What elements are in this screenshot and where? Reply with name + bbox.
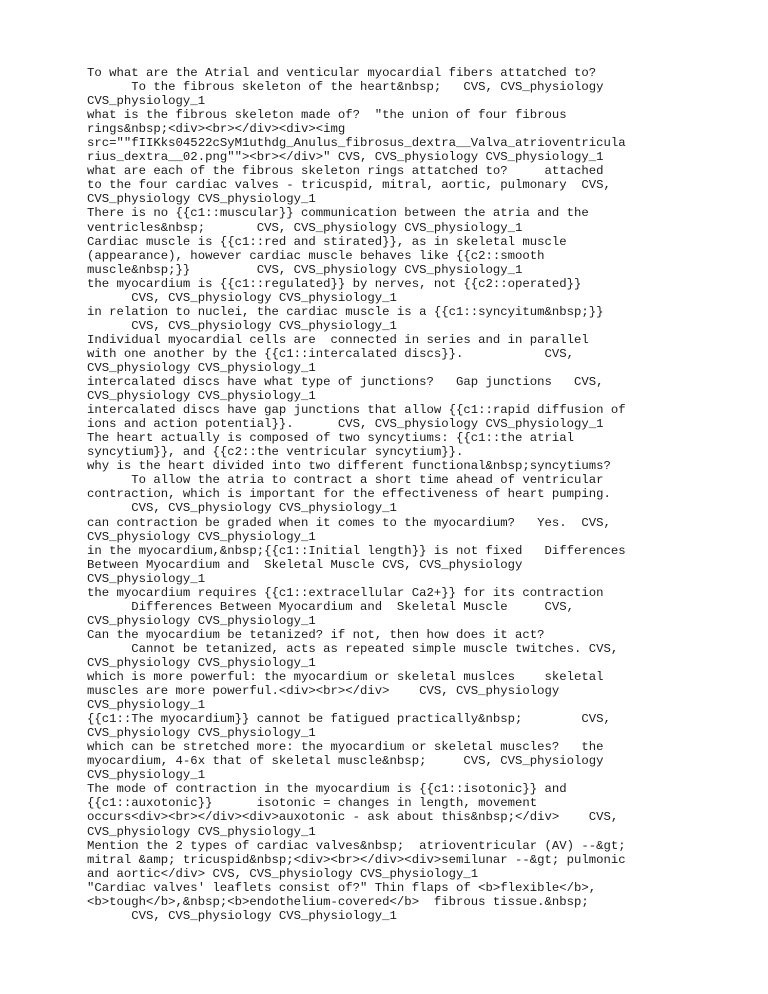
text-line: to the four cardiac valves - tricuspid, mitral, aortic, pulmonary CVS, (87, 178, 611, 193)
text-line: the myocardium is {{c1::regulated}} by nerves, not {{c2::operated}} (87, 276, 582, 291)
text-line: CVS_physiology CVS_physiology_1 (87, 192, 316, 207)
text-line: <b>tough</b>,&nbsp;<b>endothelium-covered</b> fibrous tissue.&nbsp; (87, 894, 589, 909)
text-line: the myocardium requires {{c1::extracellular Ca2+}} for its contraction (87, 585, 604, 600)
text-line: (appearance), however cardiac muscle behaves like {{c2::smooth (87, 248, 545, 263)
text-line: CVS_physiology_1 (87, 768, 206, 783)
text-line: can contraction be graded when it comes to the myocardium? Yes. CVS, (87, 515, 611, 530)
text-line: and aortic</div> CVS, CVS_physiology CVS_physiology_1 (87, 866, 479, 881)
text-line: syncytium}}, and {{c2::the ventricular syncytium}}. (87, 445, 464, 460)
text-line: in relation to nuclei, the cardiac muscle is a {{c1::syncyitum&nbsp;}} (87, 304, 604, 319)
text-line: CVS, CVS_physiology CVS_physiology_1 (87, 318, 397, 333)
text-line: Mention the 2 types of cardiac valves&nbsp; atrioventricular (AV) --&gt; (87, 838, 626, 853)
text-line: Can the myocardium be tetanized? if not, then how does it act? (87, 627, 545, 642)
text-line: The mode of contraction in the myocardium is {{c1::isotonic}} and (87, 782, 567, 797)
text-line: CVS_physiology_1 (87, 571, 206, 586)
text-line: Cannot be tetanized, acts as repeated simple muscle twitches. CVS, (87, 641, 619, 656)
text-line: Differences Between Myocardium and Skeletal Muscle CVS, (87, 599, 575, 614)
text-line: contraction, which is important for the effectiveness of heart pumping. (87, 487, 611, 502)
text-line: Between Myocardium and Skeletal Muscle CVS, CVS_physiology (87, 557, 523, 572)
text-line: rings&nbsp;<div><br></div><div><img (87, 122, 346, 137)
text-line: src=""fIIKks04522cSyM1uthdg_Anulus_fibrosus_dextra__Valva_atrioventricula (87, 136, 626, 151)
text-line: CVS_physiology CVS_physiology_1 (87, 655, 316, 670)
text-line: CVS_physiology CVS_physiology_1 (87, 389, 316, 404)
text-line: There is no {{c1::muscular}} communication between the atria and the (87, 206, 589, 221)
text-line: CVS_physiology CVS_physiology_1 (87, 360, 316, 375)
text-line: which can be stretched more: the myocardium or skeletal muscles? the (87, 740, 604, 755)
text-line: ions and action potential}}. CVS, CVS_physiology CVS_physiology_1 (87, 417, 604, 432)
text-line: To allow the atria to contract a short time ahead of ventricular (87, 473, 604, 488)
text-line: {{c1::auxotonic}} isotonic = changes in length, movement (87, 796, 538, 811)
text-line: occurs<div><br></div><div>auxotonic - ask about this&nbsp;</div> CVS, (87, 810, 619, 825)
text-line: in the myocardium,&nbsp;{{c1::Initial length}} is not fixed Differences (87, 543, 626, 558)
text-line: what are each of the fibrous skeleton rings attatched to? attached (87, 164, 604, 179)
text-line: which is more powerful: the myocardium or skeletal muslces skeletal (87, 670, 604, 685)
text-line: why is the heart divided into two different functional&nbsp;syncytiums? (87, 459, 611, 474)
text-line: To the fibrous skeleton of the heart&nbsp; CVS, CVS_physiology (87, 80, 604, 95)
text-line: ventricles&nbsp; CVS, CVS_physiology CVS_physiology_1 (87, 220, 523, 235)
text-line: CVS_physiology CVS_physiology_1 (87, 824, 316, 839)
text-line: {{c1::The myocardium}} cannot be fatigued practically&nbsp; CVS, (87, 712, 611, 727)
text-line: CVS_physiology CVS_physiology_1 (87, 613, 316, 628)
text-line: mitral &amp; tricuspid&nbsp;<div><br></div><div>semilunar --&gt; pulmonic (87, 852, 626, 867)
text-line: CVS_physiology CVS_physiology_1 (87, 726, 316, 741)
text-line: intercalated discs have what type of junctions? Gap junctions CVS, (87, 375, 604, 390)
text-line: CVS, CVS_physiology CVS_physiology_1 (87, 290, 397, 305)
text-line: muscle&nbsp;}} CVS, CVS_physiology CVS_physiology_1 (87, 262, 523, 277)
text-line: myocardium, 4-6x that of skeletal muscle&nbsp; CVS, CVS_physiology (87, 754, 604, 769)
text-line: intercalated discs have gap junctions that allow {{c1::rapid diffusion of (87, 403, 626, 418)
text-line: what is the fibrous skeleton made of? "the union of four fibrous (87, 108, 567, 123)
text-line: CVS_physiology CVS_physiology_1 (87, 529, 316, 544)
text-line: with one another by the {{c1::intercalated discs}}. CVS, (87, 346, 575, 361)
text-line: CVS_physiology_1 (87, 698, 206, 713)
text-line: The heart actually is composed of two syncytiums: {{c1::the atrial (87, 431, 575, 446)
text-line: muscles are more powerful.<div><br></div> CVS, CVS_physiology (87, 684, 560, 699)
document-text (87, 66, 687, 923)
text-line: To what are the Atrial and venticular myocardial fibers attatched to? (87, 66, 597, 80)
text-line: CVS, CVS_physiology CVS_physiology_1 (87, 908, 397, 923)
text-line: Individual myocardial cells are connected in series and in parallel (87, 332, 589, 347)
text-line: Cardiac muscle is {{c1::red and stirated}}, as in skeletal muscle (87, 234, 567, 249)
text-line: CVS_physiology_1 (87, 94, 206, 109)
text-line: CVS, CVS_physiology CVS_physiology_1 (87, 501, 397, 516)
text-line: "Cardiac valves' leaflets consist of?" Thin flaps of <b>flexible</b>, (87, 880, 597, 895)
text-line: rius_dextra__02.png""><br></div>" CVS, CVS_physiology CVS_physiology_1 (87, 150, 604, 165)
